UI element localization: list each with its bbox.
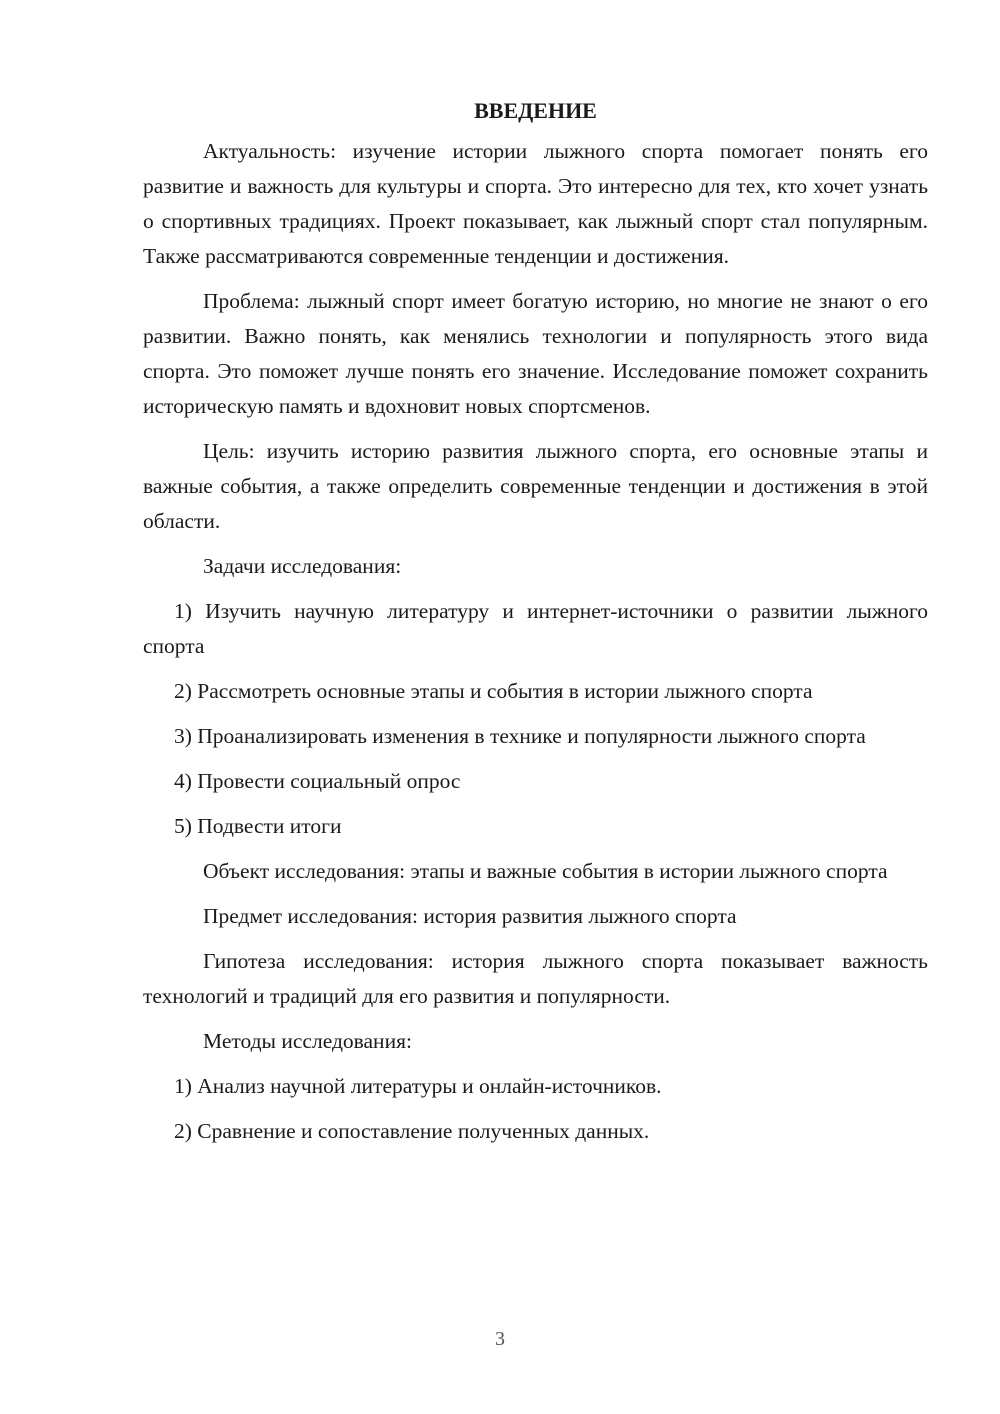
section-heading: ВВЕДЕНИЕ [474, 98, 597, 123]
methods-title: Методы исследования: [203, 1029, 412, 1053]
method-item-2: 2) Сравнение и сопоставление полученных данных. [174, 1119, 650, 1143]
subject-paragraph: Предмет исследования: история развития лыжного спорта [203, 904, 737, 928]
goal-paragraph: Цель: изучить историю развития лыжного спорта, его основные этапы и важные события, а также определить современные тенденции и достижения в этой области. [143, 439, 928, 533]
task-item-5: 5) Подвести итоги [174, 814, 342, 838]
hypothesis-paragraph: Гипотеза исследования: история лыжного спорта показывает важность технологий и традиций для его развития и популярности. [143, 949, 928, 1008]
problem-paragraph: Проблема: лыжный спорт имеет богатую историю, но многие не знают о его развитии. Важно понять, как менялись технологии и популярность этого вида спорта. Это поможет лучше понять его значение. Исследование поможет сохранить историческую память и вдохновит новых спортсменов. [143, 289, 928, 418]
document-page [143, 96, 928, 1159]
task-item-2: 2) Рассмотреть основные этапы и события в истории лыжного спорта [174, 679, 813, 703]
task-item-1: 1) Изучить научную литературу и интернет-источники о развитии лыжного спорта [143, 599, 928, 658]
object-paragraph: Объект исследования: этапы и важные события в истории лыжного спорта [203, 859, 888, 883]
method-item-1: 1) Анализ научной литературы и онлайн-источников. [174, 1074, 662, 1098]
task-item-3: 3) Проанализировать изменения в технике и популярности лыжного спорта [174, 724, 866, 748]
relevance-paragraph: Актуальность: изучение истории лыжного спорта помогает понять его развитие и важность для культуры и спорта. Это интересно для тех, кто хочет узнать о спортивных традициях. Проект показывает, как лыжный спорт стал популярным. Также рассматриваются современные тенденции и достижения. [143, 139, 928, 268]
task-item-4: 4) Провести социальный опрос [174, 769, 461, 793]
page-number: 3 [495, 1328, 505, 1350]
tasks-title: Задачи исследования: [203, 554, 402, 578]
